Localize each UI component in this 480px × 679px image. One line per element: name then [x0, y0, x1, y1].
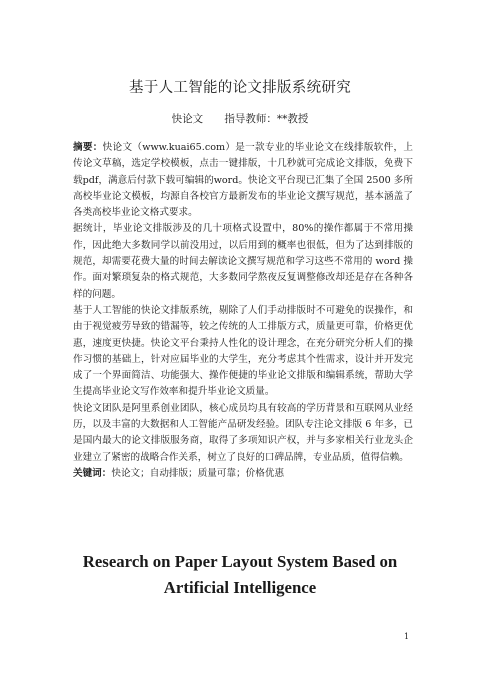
author-name: 快论文: [171, 113, 204, 125]
keywords-paragraph: [73, 466, 413, 482]
page-number: 1: [404, 632, 410, 641]
paper-body: [73, 140, 413, 482]
body-paragraph-1: 据统计，毕业论文排版涉及的几十项格式设置中，80%的操作都属于不常用操作，因此绝大多数同学以前没用过，以后用到的概率也很低，但为了达到排版的规范，却需要花费大量的时间去解读论文撰写规范和学习这些不常用的 word 操作。面对繁琐复杂的格式规范，大多数同学熬夜反复调整修改却还是存在各种各样的问题。: [73, 223, 413, 300]
abstract-paragraph: [73, 140, 413, 221]
english-title: Research on Paper Layout System Based on Artificial Intelligence: [82, 552, 398, 597]
body-paragraph-3: 快论文团队是阿里系创业团队，核心成员均具有较高的学历背景和互联网从业经历，以及丰富的大数据和人工智能产品研发经验。团队专注论文排版 6 年多，已是国内最大的论文排版服务商，取得了多项知识产权，并与多家相关行业龙头企业建立了紧密的战略合作关系，树立了良好的口碑品牌，专业品质，值得信赖。: [73, 402, 413, 463]
keywords-text: 快论文；自动排版；质量可靠；价格优惠: [111, 467, 285, 479]
body-paragraph-2: 基于人工智能的快论文排版系统，剔除了人们手动排版时不可避免的误操作，和由于视觉疲劳导致的错漏等，较之传统的人工排版方式，质量更可靠，价格更优惠，速度更快捷。快论文平台秉持人性化的设计理念，在充分研究分析人们的操作习惯的基础上，针对应届毕业的大学生，充分考虑其个性需求，设计并开发完成了一个界面简洁、功能强大、操作便捷的毕业论文排版和编辑系统，帮助大学生提高毕业论文写作效率和提升毕业论文质量。: [73, 304, 413, 398]
abstract-text: 快论文（www.kuai65.com）是一款专业的毕业论文在线排版软件，上传论文草稿，选定学校模板，点击一键排版，十几秒就可完成论文排版，免费下载pdf，满意后付款下载可编辑的word。快论文平台现已汇集了全国 2500 多所高校毕业论文模板，均源自各校官方最新发布的毕业论文撰写规范，基本涵盖了各类高校毕业论文格式要求。: [73, 142, 413, 219]
keywords-label: 关键词：: [73, 467, 112, 479]
paper-title: 基于人工智能的论文排版系统研究: [129, 80, 351, 96]
abstract-label: 摘要：: [73, 142, 103, 153]
advisor-name: 指导教师：**教授: [224, 113, 309, 125]
author-line: [0, 111, 480, 126]
